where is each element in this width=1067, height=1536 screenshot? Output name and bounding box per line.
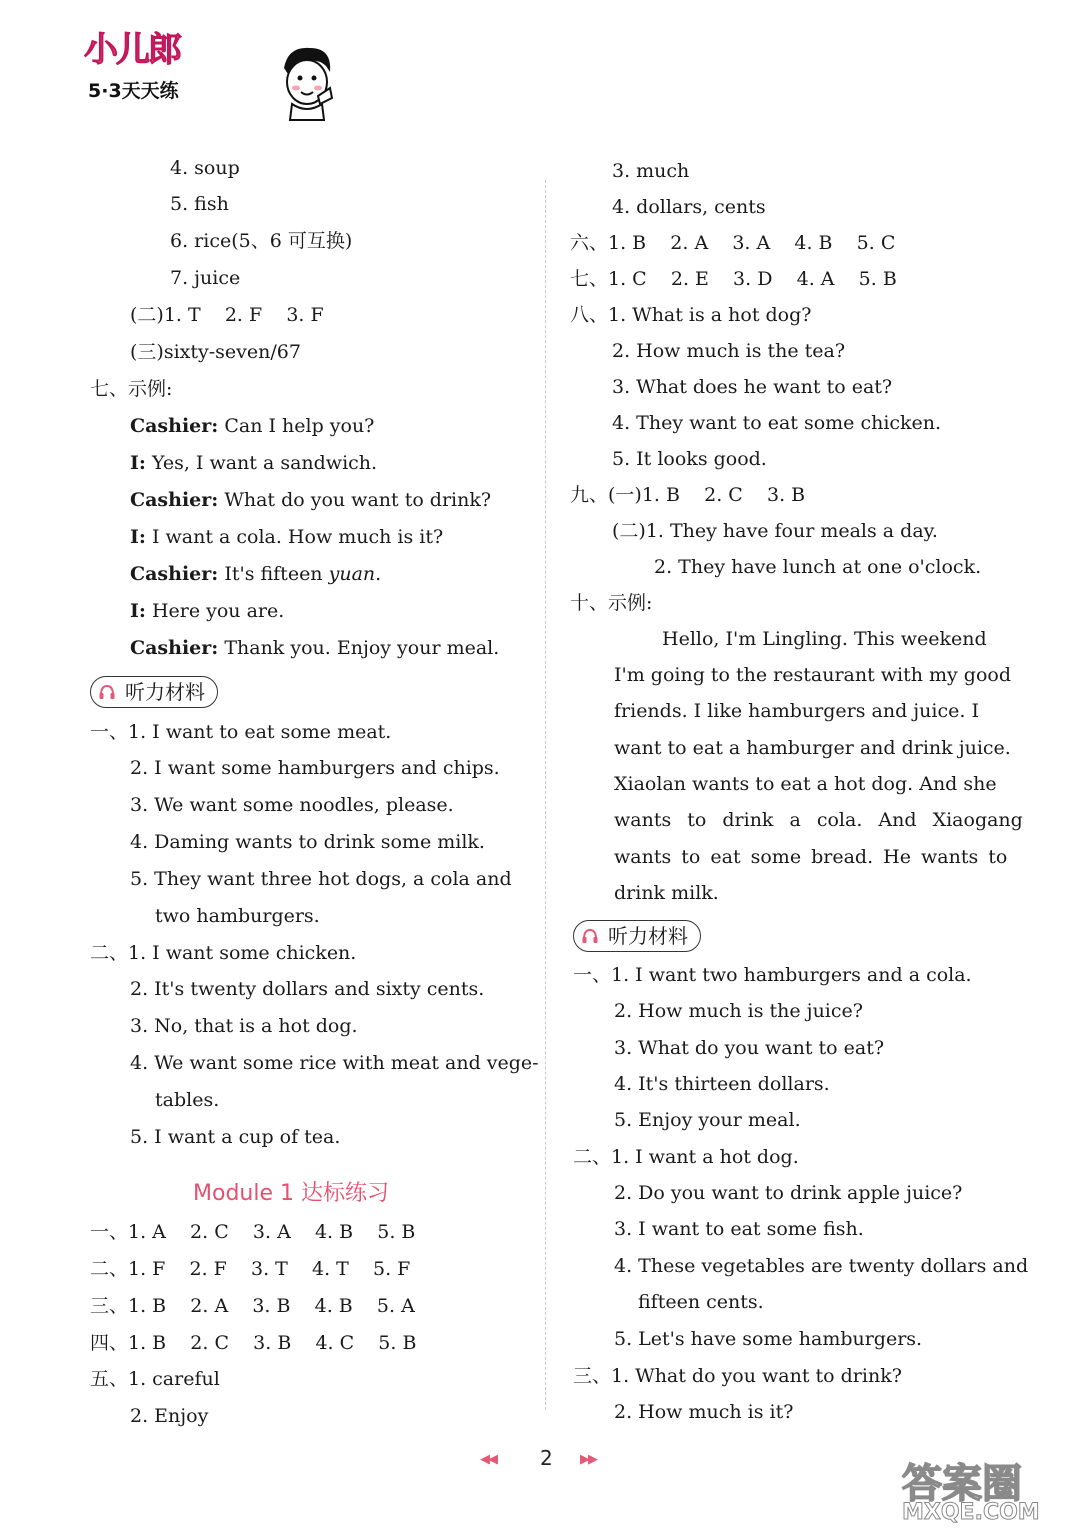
speaker-label: I:	[130, 452, 146, 474]
dialogue-line	[130, 451, 377, 475]
listening-line: 4. Daming wants to drink some milk.	[130, 831, 485, 853]
brand-title: 小儿郎	[84, 30, 180, 70]
paragraph-line: I'm going to the restaurant with my good	[614, 664, 1012, 686]
listening-line: 2. It's twenty dollars and sixty cents.	[130, 978, 485, 1000]
answer-line: 六、1. B 2. A 3. A 4. B 5. C	[570, 232, 896, 254]
answer-line: 五、1. careful	[90, 1368, 220, 1390]
section-heading: 七、示例:	[90, 378, 173, 400]
dialogue-line	[130, 525, 443, 549]
paragraph-line: want to eat a hamburger and drink juice.	[614, 737, 1011, 759]
listening-line: 5. I want a cup of tea.	[130, 1126, 341, 1148]
listening-material-tag	[573, 920, 701, 952]
headphones-icon	[582, 929, 598, 943]
dialogue-text: .	[375, 563, 382, 585]
paragraph-line: wants to drink a cola. And Xiaogang	[614, 809, 1023, 831]
column-divider	[545, 180, 546, 1410]
listening-line: 3. No, that is a hot dog.	[130, 1015, 358, 1037]
answer-line: 2. Enjoy	[130, 1405, 209, 1427]
listening-line: 三、1. What do you want to drink?	[573, 1365, 902, 1387]
answer-line: (二)1. They have four meals a day.	[612, 520, 938, 542]
dialogue-text: Here you are.	[151, 600, 285, 622]
listening-line: 2. Do you want to drink apple juice?	[614, 1182, 963, 1204]
answer-line: 三、1. B 2. A 3. B 4. B 5. A	[90, 1295, 415, 1317]
listening-line: 3. I want to eat some fish.	[614, 1218, 864, 1240]
listening-line: 二、1. I want some chicken.	[90, 942, 357, 964]
answer-line: 2. How much is the tea?	[612, 340, 846, 362]
listening-line: 4. We want some rice with meat and vege-	[130, 1052, 539, 1074]
listening-line: two hamburgers.	[155, 905, 320, 927]
watermark-logo	[900, 1452, 1060, 1528]
listening-line: tables.	[155, 1089, 220, 1111]
answer-line: 6. rice(5、6 可互换)	[170, 230, 353, 252]
dialogue-italic: yuan	[328, 563, 376, 585]
answer-line: (二)1. T 2. F 3. F	[130, 304, 324, 326]
speaker-label: Cashier:	[130, 563, 219, 585]
dialogue-line	[130, 636, 499, 660]
brand-subtitle: 5·3天天练	[88, 80, 179, 102]
headphones-icon	[99, 685, 115, 699]
speaker-label: Cashier:	[130, 415, 219, 437]
answer-line: 4. dollars, cents	[612, 196, 766, 218]
listening-line: 2. How much is the juice?	[614, 1000, 863, 1022]
listening-line: 4. These vegetables are twenty dollars and	[614, 1255, 1029, 1277]
answer-line: 四、1. B 2. C 3. B 4. C 5. B	[90, 1332, 417, 1354]
answer-line: 二、1. F 2. F 3. T 4. T 5. F	[90, 1258, 411, 1280]
paragraph-line: drink milk.	[614, 882, 719, 904]
dialogue-line	[130, 562, 381, 586]
listening-line: 4. It's thirteen dollars.	[614, 1073, 830, 1095]
answer-line: 八、1. What is a hot dog?	[570, 304, 812, 326]
answer-line: 5. fish	[170, 193, 229, 215]
answer-line: 4. soup	[170, 157, 240, 179]
watermark-bottom-text: MXQE.COM	[902, 1500, 1040, 1525]
section-heading: 十、示例:	[570, 592, 653, 614]
listening-line: 2. How much is it?	[614, 1401, 794, 1423]
boy-mascot-icon	[274, 42, 338, 122]
answer-line: 5. It looks good.	[612, 448, 767, 470]
dialogue-text: Yes, I want a sandwich.	[151, 452, 378, 474]
dialogue-text: I want a cola. How much is it?	[151, 526, 444, 548]
listening-line: 5. Let's have some hamburgers.	[614, 1328, 923, 1350]
listening-line: 5. Enjoy your meal.	[614, 1109, 801, 1131]
dialogue-line	[130, 599, 284, 623]
listening-material-tag	[90, 676, 218, 708]
speaker-label: Cashier:	[130, 637, 219, 659]
listening-line: fifteen cents.	[638, 1291, 764, 1313]
dialogue-text: What do you want to drink?	[224, 489, 492, 511]
listening-line: 2. I want some hamburgers and chips.	[130, 757, 500, 779]
answer-line: 4. They want to eat some chicken.	[612, 412, 942, 434]
tag-label: 听力材料	[608, 924, 688, 948]
answer-line: 3. much	[612, 160, 690, 182]
answer-line: 7. juice	[170, 267, 241, 289]
tag-label: 听力材料	[125, 680, 205, 704]
listening-line: 5. They want three hot dogs, a cola and	[130, 868, 512, 890]
page-footer	[480, 1446, 630, 1476]
next-arrows-icon: ▶▶	[580, 1452, 596, 1467]
brand-logo	[84, 20, 264, 110]
speaker-label: Cashier:	[130, 489, 219, 511]
answer-line: 九、(一)1. B 2. C 3. B	[570, 484, 806, 506]
listening-line: 一、1. I want two hamburgers and a cola.	[573, 964, 972, 986]
dialogue-text: Thank you. Enjoy your meal.	[224, 637, 500, 659]
dialogue-line	[130, 488, 491, 512]
module-title: Module 1 达标练习	[193, 1181, 389, 1206]
dialogue-text: It's fifteen	[224, 563, 329, 585]
speaker-label: I:	[130, 526, 146, 548]
answer-line: 3. What does he want to eat?	[612, 376, 893, 398]
listening-line: 3. We want some noodles, please.	[130, 794, 454, 816]
page-number: 2	[540, 1446, 553, 1470]
answer-line: 2. They have lunch at one o'clock.	[654, 556, 982, 578]
paragraph-line: friends. I like hamburgers and juice. I	[614, 700, 979, 722]
watermark-top-text: 答案圈	[902, 1461, 1022, 1507]
dialogue-line	[130, 414, 374, 438]
prev-arrows-icon: ◀◀	[480, 1452, 496, 1467]
listening-line: 3. What do you want to eat?	[614, 1037, 885, 1059]
listening-line: 一、1. I want to eat some meat.	[90, 721, 392, 743]
speaker-label: I:	[130, 600, 146, 622]
answer-line: 七、1. C 2. E 3. D 4. A 5. B	[570, 268, 897, 290]
answer-line: (三)sixty-seven/67	[130, 341, 301, 363]
dialogue-text: Can I help you?	[224, 415, 375, 437]
answer-line: 一、1. A 2. C 3. A 4. B 5. B	[90, 1221, 416, 1243]
paragraph-line: Hello, I'm Lingling. This weekend	[662, 628, 987, 650]
paragraph-line: Xiaolan wants to eat a hot dog. And she	[614, 773, 997, 795]
listening-line: 二、1. I want a hot dog.	[573, 1146, 799, 1168]
paragraph-line: wants to eat some bread. He wants to	[614, 846, 1008, 868]
